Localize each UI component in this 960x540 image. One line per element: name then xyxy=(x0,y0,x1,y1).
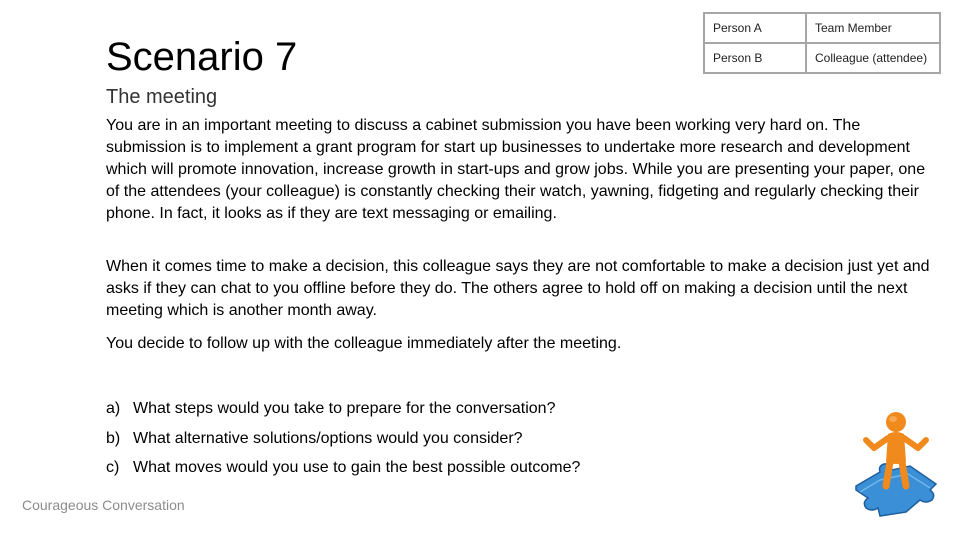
role-cell: Person A xyxy=(704,13,806,43)
question-text: What alternative solutions/options would you consider? xyxy=(133,429,523,447)
role-cell: Person B xyxy=(704,43,806,73)
role-description-cell: Colleague (attendee) xyxy=(806,43,940,73)
question-label: c) xyxy=(106,459,120,476)
question-label: a) xyxy=(106,400,121,417)
puzzle-figure-clipart xyxy=(850,408,940,520)
footer-text: Courageous Conversation xyxy=(22,497,185,513)
scenario-paragraph-2: When it comes time to make a decision, this colleague says they are not comfortable to make a decision just yet and asks if they can chat to you offline before they do. The others agree to hold off on making a decision until the next meeting which is another month away. xyxy=(106,258,930,319)
question-text: What moves would you use to gain the best possible outcome? xyxy=(133,459,581,476)
slide-title: Scenario 7 xyxy=(106,35,298,79)
question-text: What steps would you take to prepare for the conversation? xyxy=(133,400,556,417)
list-item xyxy=(106,428,580,458)
scenario-paragraph-3: You decide to follow up with the colleague immediately after the meeting. xyxy=(106,335,622,352)
paragraph-text: You are in an important meeting to discuss a cabinet submission you have been working very hard on. The submission is to implement a grant program for start up businesses to undertake more research and development which will promote innovation, increase growth in start-ups and grow jobs. While you are presenting your paper, one of the attendees (your colleague) is constantly checking their watch, yawning, fidgeting and regularly checking their phone. In fact, it looks as if they are text messaging or emailing. xyxy=(106,117,926,222)
question-label: b) xyxy=(106,429,121,447)
table-row xyxy=(704,43,940,73)
table-row xyxy=(704,13,940,43)
list-item xyxy=(106,398,580,428)
list-item xyxy=(106,457,580,487)
slide-subtitle: The meeting xyxy=(106,86,218,108)
question-list xyxy=(106,398,580,487)
role-description-cell: Team Member xyxy=(806,13,940,43)
roles-table xyxy=(703,12,941,74)
scenario-paragraph-1 xyxy=(106,115,931,225)
puzzle-piece-icon xyxy=(856,464,936,516)
